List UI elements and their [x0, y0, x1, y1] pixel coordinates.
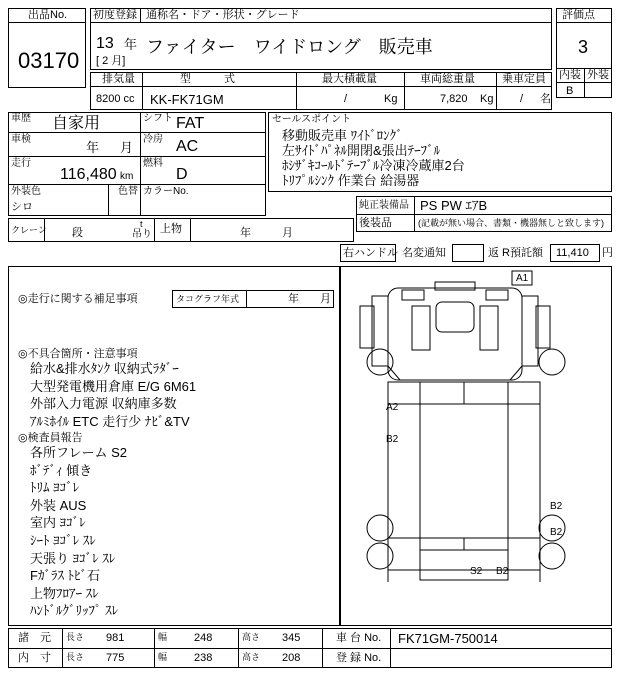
defect-line: 大型発電機用倉庫 E/G 6M61 — [30, 378, 197, 394]
inspection-year: 年 — [86, 140, 100, 155]
tachograph-label: タコグラフ年式 — [176, 294, 240, 304]
inner-width-value: 238 — [194, 652, 213, 664]
displacement-value: 8200 cc — [96, 93, 135, 105]
inner-length-label: 長さ — [66, 652, 85, 662]
retention-label: 返 — [488, 247, 499, 259]
outer-width-label: 幅 — [158, 632, 168, 642]
inner-width-label: 幅 — [158, 652, 168, 662]
r-deposit-unit: 円 — [602, 247, 613, 259]
gross-weight-unit: Kg — [480, 93, 494, 105]
history-label: 車歴 — [11, 113, 31, 124]
chassis-value: FK71GM-750014 — [398, 631, 498, 646]
inner-height-value: 208 — [282, 652, 301, 664]
inner-height-label: 高さ — [242, 652, 261, 662]
interior-grade-label: 内装 — [559, 69, 581, 81]
color-no-label: 色替 — [118, 186, 138, 197]
shift-label: シフト — [143, 113, 173, 124]
damage-mark-b2: B2 — [550, 527, 563, 538]
damage-mark-a2: A2 — [386, 402, 399, 413]
inspector-line: ﾎﾞﾃﾞｨ 傾き — [30, 462, 93, 478]
inspector-line: 上物ﾌﾛｱｰ ｽﾚ — [30, 585, 99, 601]
crane-stage-unit: 段 — [72, 227, 83, 239]
mileage-value: 116,480 — [60, 166, 117, 183]
sales-point-line: 左ｻｲﾄﾞﾊﾟﾈﾙ開閉&張出ﾃｰﾌﾞﾙ — [282, 143, 441, 158]
gross-weight-label: 車両総重量 — [420, 73, 475, 85]
name-change-box — [452, 244, 484, 262]
damage-mark-a1: A1 — [516, 273, 529, 284]
reg-year: 13 — [96, 35, 114, 52]
steering-value: 右ハンドル — [343, 247, 398, 259]
crane-hoist-unit: t — [140, 219, 143, 229]
exterior-grade-label: 外装 — [587, 69, 609, 81]
upper-body-label: 上物 — [160, 223, 182, 235]
gross-weight-value: 7,820 — [440, 93, 468, 105]
inspector-line: 天張り ﾖｺﾞﾚ ｽﾚ — [30, 550, 116, 566]
inspector-line: 室内 ﾖｺﾞﾚ — [30, 515, 86, 531]
defect-line: 給水&排水ﾀﾝｸ 収納式ﾗﾀﾞｰ — [30, 361, 179, 376]
fuel-label: 燃料 — [143, 158, 163, 169]
ac-value: AC — [176, 138, 199, 155]
upper-body-year: 年 — [240, 227, 251, 239]
lot-label: 出品No. — [28, 9, 68, 21]
inspection-label: 車検 — [11, 134, 31, 145]
fuel-value: D — [176, 166, 188, 183]
equipment-value: PS PW ｴｱB — [420, 198, 488, 213]
crane-hoist-label: 吊り — [132, 229, 152, 240]
outer-length-value: 981 — [106, 632, 125, 644]
crane-label: クレーン — [11, 225, 47, 235]
aftermarket-note: (記載が無い場合、書類・機器無しと致します) — [418, 218, 604, 228]
outer-height-value: 345 — [282, 632, 301, 644]
outer-height-label: 高さ — [242, 632, 261, 642]
equipment-label: 純正装備品 — [359, 200, 409, 211]
outer-width-value: 248 — [194, 632, 213, 644]
color-label: 外装色 — [11, 186, 41, 197]
inner-length-value: 775 — [106, 652, 125, 664]
name-change-label: 名変通知 — [402, 247, 446, 259]
sales-point-line: 移動販売車 ﾜｲﾄﾞﾛﾝｸﾞ — [282, 128, 403, 143]
reg-month: [ 2 月] — [96, 55, 126, 67]
inspector-list — [30, 444, 127, 620]
defect-list — [30, 360, 196, 430]
sales-points-label: セールスポイント — [272, 114, 352, 125]
damage-mark-b2: B2 — [496, 566, 509, 577]
inspector-line: 各所フレーム S2 — [30, 445, 127, 460]
sales-points-list — [282, 128, 465, 188]
upper-body-month: 月 — [282, 227, 293, 239]
capacity-label: 乗車定員 — [502, 73, 546, 85]
inspector-line: Fｶﾞﾗｽ ﾄﾋﾞ石 — [30, 568, 101, 584]
interior-grade-value: B — [566, 85, 574, 97]
damage-mark-s2: S2 — [470, 566, 483, 577]
chassis-label: 車 台 No. — [336, 632, 382, 644]
max-load-unit: Kg — [384, 93, 398, 105]
max-load-label: 最大積載量 — [322, 73, 377, 85]
inner-dimensions-label: 内 寸 — [18, 652, 51, 664]
grade-label: 評価点 — [562, 9, 595, 21]
tachograph-month: 月 — [320, 293, 331, 305]
grade-value: 3 — [578, 37, 589, 57]
sales-point-line: ﾎｼｻﾞｷｺｰﾙﾄﾞﾃｰﾌﾞﾙ冷凍冷蔵庫2台 — [282, 158, 465, 173]
driving-remarks-title: ◎走行に関する補足事項 — [18, 293, 138, 305]
first-reg-label: 初度登録 — [93, 9, 137, 21]
color-no2-label: カラーNo. — [143, 186, 189, 197]
history-value: 自家用 — [52, 115, 101, 132]
model-label: 型 式 — [180, 73, 235, 85]
details-box — [8, 112, 266, 216]
damage-mark-b2: B2 — [386, 434, 399, 445]
inspector-title: ◎検査員報告 — [18, 432, 83, 444]
outer-length-label: 長さ — [66, 632, 85, 642]
defect-line: ｱﾙﾐﾎｲﾙ ETC 走行少 ﾅﾋﾞ&TV — [30, 413, 190, 429]
inspector-line: ﾊﾝﾄﾞﾙｸﾞﾘｯﾌﾟ ｽﾚ — [30, 603, 119, 619]
capacity-value: / — [520, 93, 524, 105]
reg-year-unit: 年 — [124, 37, 138, 52]
name-label: 通称名・ドア・形状・グレード — [146, 9, 300, 21]
mileage-label: 走行 — [11, 158, 31, 169]
aftermarket-label: 後装品 — [359, 217, 392, 229]
color-value: シロ — [11, 201, 33, 213]
reg-no-label: 登 録 No. — [336, 652, 382, 664]
max-load-value: / — [344, 93, 348, 105]
capacity-unit: 名 — [540, 93, 551, 105]
tachograph-year: 年 — [288, 293, 299, 305]
inspection-month: 月 — [120, 140, 134, 155]
shift-value: FAT — [176, 115, 205, 132]
lot-number: 03170 — [18, 48, 80, 73]
car-name: ファイター ワイドロング 販売車 — [146, 37, 433, 57]
displacement-label: 排気量 — [102, 73, 135, 85]
sales-point-line: ﾄﾘﾌﾟﾙｼﾝｸ 作業台 給湯器 — [282, 173, 420, 188]
inspector-line: 外装 AUS — [30, 497, 87, 513]
r-deposit-value: 11,410 — [556, 247, 589, 259]
inspector-line: ﾄﾘﾑ ﾖｺﾞﾚ — [30, 480, 80, 496]
r-deposit-label: R預託額 — [502, 247, 543, 259]
ac-label: 冷房 — [143, 134, 163, 145]
defect-title: ◎不具合箇所・注意事項 — [18, 348, 138, 360]
defect-line: 外部入力電源 収納庫多数 — [30, 396, 177, 412]
damage-mark-b2: B2 — [550, 501, 563, 512]
inspector-line: ｼｰﾄ ﾖｺﾞﾚ ｽﾚ — [30, 532, 96, 548]
model-value: KK-FK71GM — [150, 92, 224, 107]
outer-dimensions-label: 諸 元 — [18, 632, 51, 644]
mileage-unit: km — [120, 171, 134, 182]
